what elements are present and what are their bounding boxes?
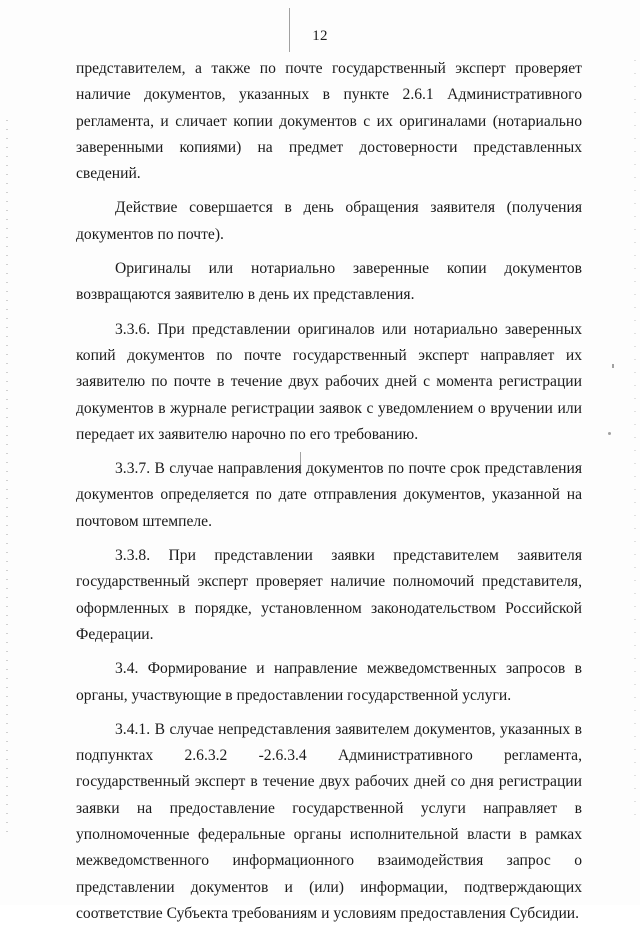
paragraph: Оригиналы или нотариально заверенные копии документов возвращаются заявителю в день их представления. [76,260,582,304]
scan-edge-artifact-right [634,60,636,820]
paragraph: 3.3.7. В случае направления документов по почте срок представления документов определяется по дате отправления документов, указанной на почтовом штемпеле. [76,460,582,530]
document-body [76,56,582,935]
scan-mark-artifact [612,364,614,368]
paragraph: 3.3.8. При представлении заявки представителем заявителя государственный эксперт проверяет наличие полномочий представителя, оформленных в порядке, установленном законодательством Российской Федерации. [76,547,582,643]
paragraph: 3.4.1. В случае непредставления заявителем документов, указанных в подпунктах 2.6.3.2 -2.6.3.4 Административного регламента, государственный эксперт в течение двух рабочих дней со дня регистрации заявки на предоставление государственной услуги направляет в уполномоченные федеральные органы исполнительной власти в рамках межведомственного информационного взаимодействия запрос о представлении документов и (или) информации, подтверждающих соответствие Субъекта требованиям и условиям предоставления Субсидии. [76,720,582,922]
scan-edge-artifact-left [6,120,8,840]
paragraph: Действие совершается в день обращения заявителя (получения документов по почте). [76,199,582,243]
scan-mark-artifact [608,432,611,435]
paragraph: представителем, а также по почте государственный эксперт проверяет наличие документов, указанных в пункте 2.6.1 Административного регламента, и сличает копии документов с их оригиналами (нотариально заверенными копиями) на предмет достоверности представленных сведений. [76,60,582,183]
section-heading-paragraph: 3.4. Формирование и направление межведомственных запросов в органы, участвующие в предоставлении государственной услуги. [76,660,582,704]
page-number: 12 [312,28,328,44]
paragraph: 3.3.6. При представлении оригиналов или нотариально заверенных копий документов по почте государственный эксперт направляет их заявителю по почте в течение двух рабочих дней с момента регистрации документов в журнале регистрации заявок с уведомлением о вручении или передает их заявителю нарочно по его требованию. [76,320,582,443]
